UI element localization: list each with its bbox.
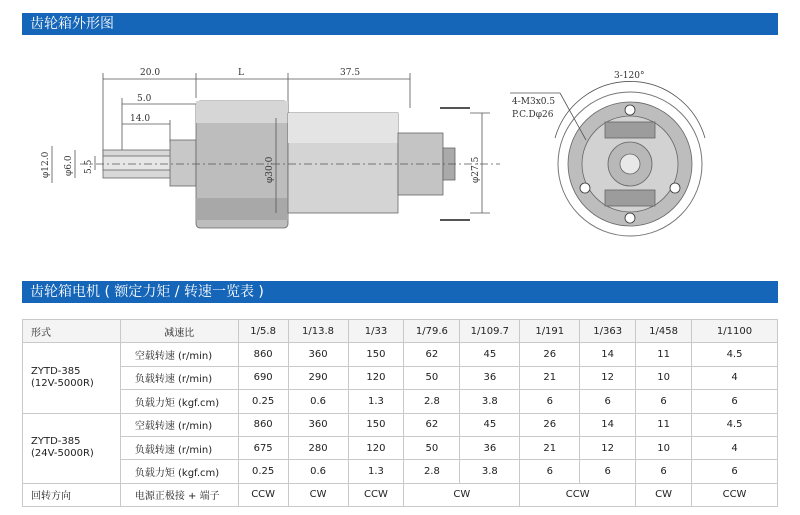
value-cell: 10 [636, 436, 692, 459]
value-cell: 6 [520, 390, 580, 413]
model-spec: (12V-5000R) [31, 377, 94, 389]
value-cell: 3.8 [460, 460, 520, 483]
model-cell [23, 413, 121, 483]
value-cell: 120 [348, 436, 404, 459]
dim-label-5: 5.0 [137, 94, 152, 104]
model-name: ZYTD-385 [31, 365, 81, 377]
value-cell: 50 [404, 436, 460, 459]
dim-label-L: L [238, 68, 244, 78]
value-cell: 4 [692, 436, 778, 459]
dim-label-20: 20.0 [140, 68, 161, 78]
note-thread: 4-M3x0.5 [512, 97, 556, 107]
note-pcd: P.C.Dφ26 [512, 110, 554, 120]
ratio-cell: 1/191 [520, 320, 580, 343]
value-cell: 0.25 [238, 460, 288, 483]
value-cell: 6 [636, 460, 692, 483]
model-spec: (24V-5000R) [31, 448, 94, 460]
value-cell: 12 [580, 366, 636, 389]
dim-label-phi12: φ12.0 [41, 151, 51, 178]
table-row [23, 366, 778, 389]
value-cell: 860 [238, 343, 288, 366]
value-cell: 50 [404, 366, 460, 389]
value-cell: 0.6 [288, 390, 348, 413]
param-cell: 负载力矩 (kgf.cm) [120, 390, 238, 413]
ratio-cell: 1/363 [580, 320, 636, 343]
value-cell: 2.8 [404, 460, 460, 483]
model-name: ZYTD-385 [31, 436, 81, 448]
value-cell: 10 [636, 366, 692, 389]
param-cell: 负载力矩 (kgf.cm) [120, 460, 238, 483]
value-cell: 6 [692, 460, 778, 483]
dim-label-phi30: φ30.0 [265, 156, 275, 183]
rotation-cell: CCW [348, 483, 404, 506]
value-cell: 62 [404, 413, 460, 436]
ratio-cell: 1/458 [636, 320, 692, 343]
value-cell: 360 [288, 343, 348, 366]
value-cell: 62 [404, 343, 460, 366]
dim-label-14: 14.0 [130, 114, 151, 124]
value-cell: 290 [288, 366, 348, 389]
value-cell: 0.6 [288, 460, 348, 483]
value-cell: 4.5 [692, 413, 778, 436]
value-cell: 6 [692, 390, 778, 413]
rotation-cell: CW [288, 483, 348, 506]
section-title-gearmotor-table: 齿轮箱电机 ( 额定力矩 / 转速一览表 ) [22, 281, 778, 303]
table-row [23, 390, 778, 413]
value-cell: 12 [580, 436, 636, 459]
value-cell: 860 [238, 413, 288, 436]
spec-table [22, 319, 778, 507]
value-cell: 1.3 [348, 460, 404, 483]
value-cell: 4 [692, 366, 778, 389]
dim-label-phi27-5: φ27.5 [471, 156, 481, 183]
value-cell: 14 [580, 413, 636, 436]
value-cell: 3.8 [460, 390, 520, 413]
table-row [23, 460, 778, 483]
ratio-cell: 1/33 [348, 320, 404, 343]
value-cell: 0.25 [238, 390, 288, 413]
table-header-row [23, 320, 778, 343]
rotation-cell: CW [636, 483, 692, 506]
ratio-cell: 1/109.7 [460, 320, 520, 343]
dim-label-5-5: 5.5 [84, 159, 94, 174]
value-cell: 6 [520, 460, 580, 483]
dim-label-37-5: 37.5 [340, 68, 361, 78]
rotation-cell: CW [404, 483, 520, 506]
value-cell: 36 [460, 366, 520, 389]
value-cell: 6 [580, 390, 636, 413]
dim-label-phi6: φ6.0 [64, 155, 74, 176]
param-cell: 负载转速 (r/min) [120, 366, 238, 389]
table-row [23, 343, 778, 366]
section-title-gearbox-outline: 齿轮箱外形图 [22, 13, 778, 35]
value-cell: 4.5 [692, 343, 778, 366]
dim-label-angle: 3-120° [614, 71, 645, 81]
rotation-cell: CCW [520, 483, 636, 506]
value-cell: 2.8 [404, 390, 460, 413]
value-cell: 26 [520, 343, 580, 366]
model-cell [23, 343, 121, 413]
value-cell: 280 [288, 436, 348, 459]
header-type: 形式 [23, 320, 121, 343]
rotation-param: 电源正极接 + 端子 [120, 483, 238, 506]
ratio-cell: 1/79.6 [404, 320, 460, 343]
param-cell: 负载转速 (r/min) [120, 436, 238, 459]
value-cell: 1.3 [348, 390, 404, 413]
table-row [23, 413, 778, 436]
rotation-cell: CCW [238, 483, 288, 506]
value-cell: 26 [520, 413, 580, 436]
value-cell: 150 [348, 413, 404, 436]
value-cell: 11 [636, 343, 692, 366]
rotation-cell: CCW [692, 483, 778, 506]
ratio-cell: 1/1100 [692, 320, 778, 343]
value-cell: 120 [348, 366, 404, 389]
value-cell: 21 [520, 366, 580, 389]
param-cell: 空载转速 (r/min) [120, 343, 238, 366]
ratio-cell: 1/5.8 [238, 320, 288, 343]
value-cell: 11 [636, 413, 692, 436]
value-cell: 6 [580, 460, 636, 483]
value-cell: 675 [238, 436, 288, 459]
value-cell: 21 [520, 436, 580, 459]
value-cell: 45 [460, 343, 520, 366]
value-cell: 690 [238, 366, 288, 389]
value-cell: 36 [460, 436, 520, 459]
value-cell: 6 [636, 390, 692, 413]
ratio-cell: 1/13.8 [288, 320, 348, 343]
rotation-row [23, 483, 778, 506]
gearbox-outline-drawing [0, 38, 800, 278]
param-cell: 空载转速 (r/min) [120, 413, 238, 436]
table-row [23, 436, 778, 459]
value-cell: 150 [348, 343, 404, 366]
header-ratio: 减速比 [120, 320, 238, 343]
rotation-label: 回转方向 [23, 483, 121, 506]
value-cell: 360 [288, 413, 348, 436]
value-cell: 14 [580, 343, 636, 366]
value-cell: 45 [460, 413, 520, 436]
